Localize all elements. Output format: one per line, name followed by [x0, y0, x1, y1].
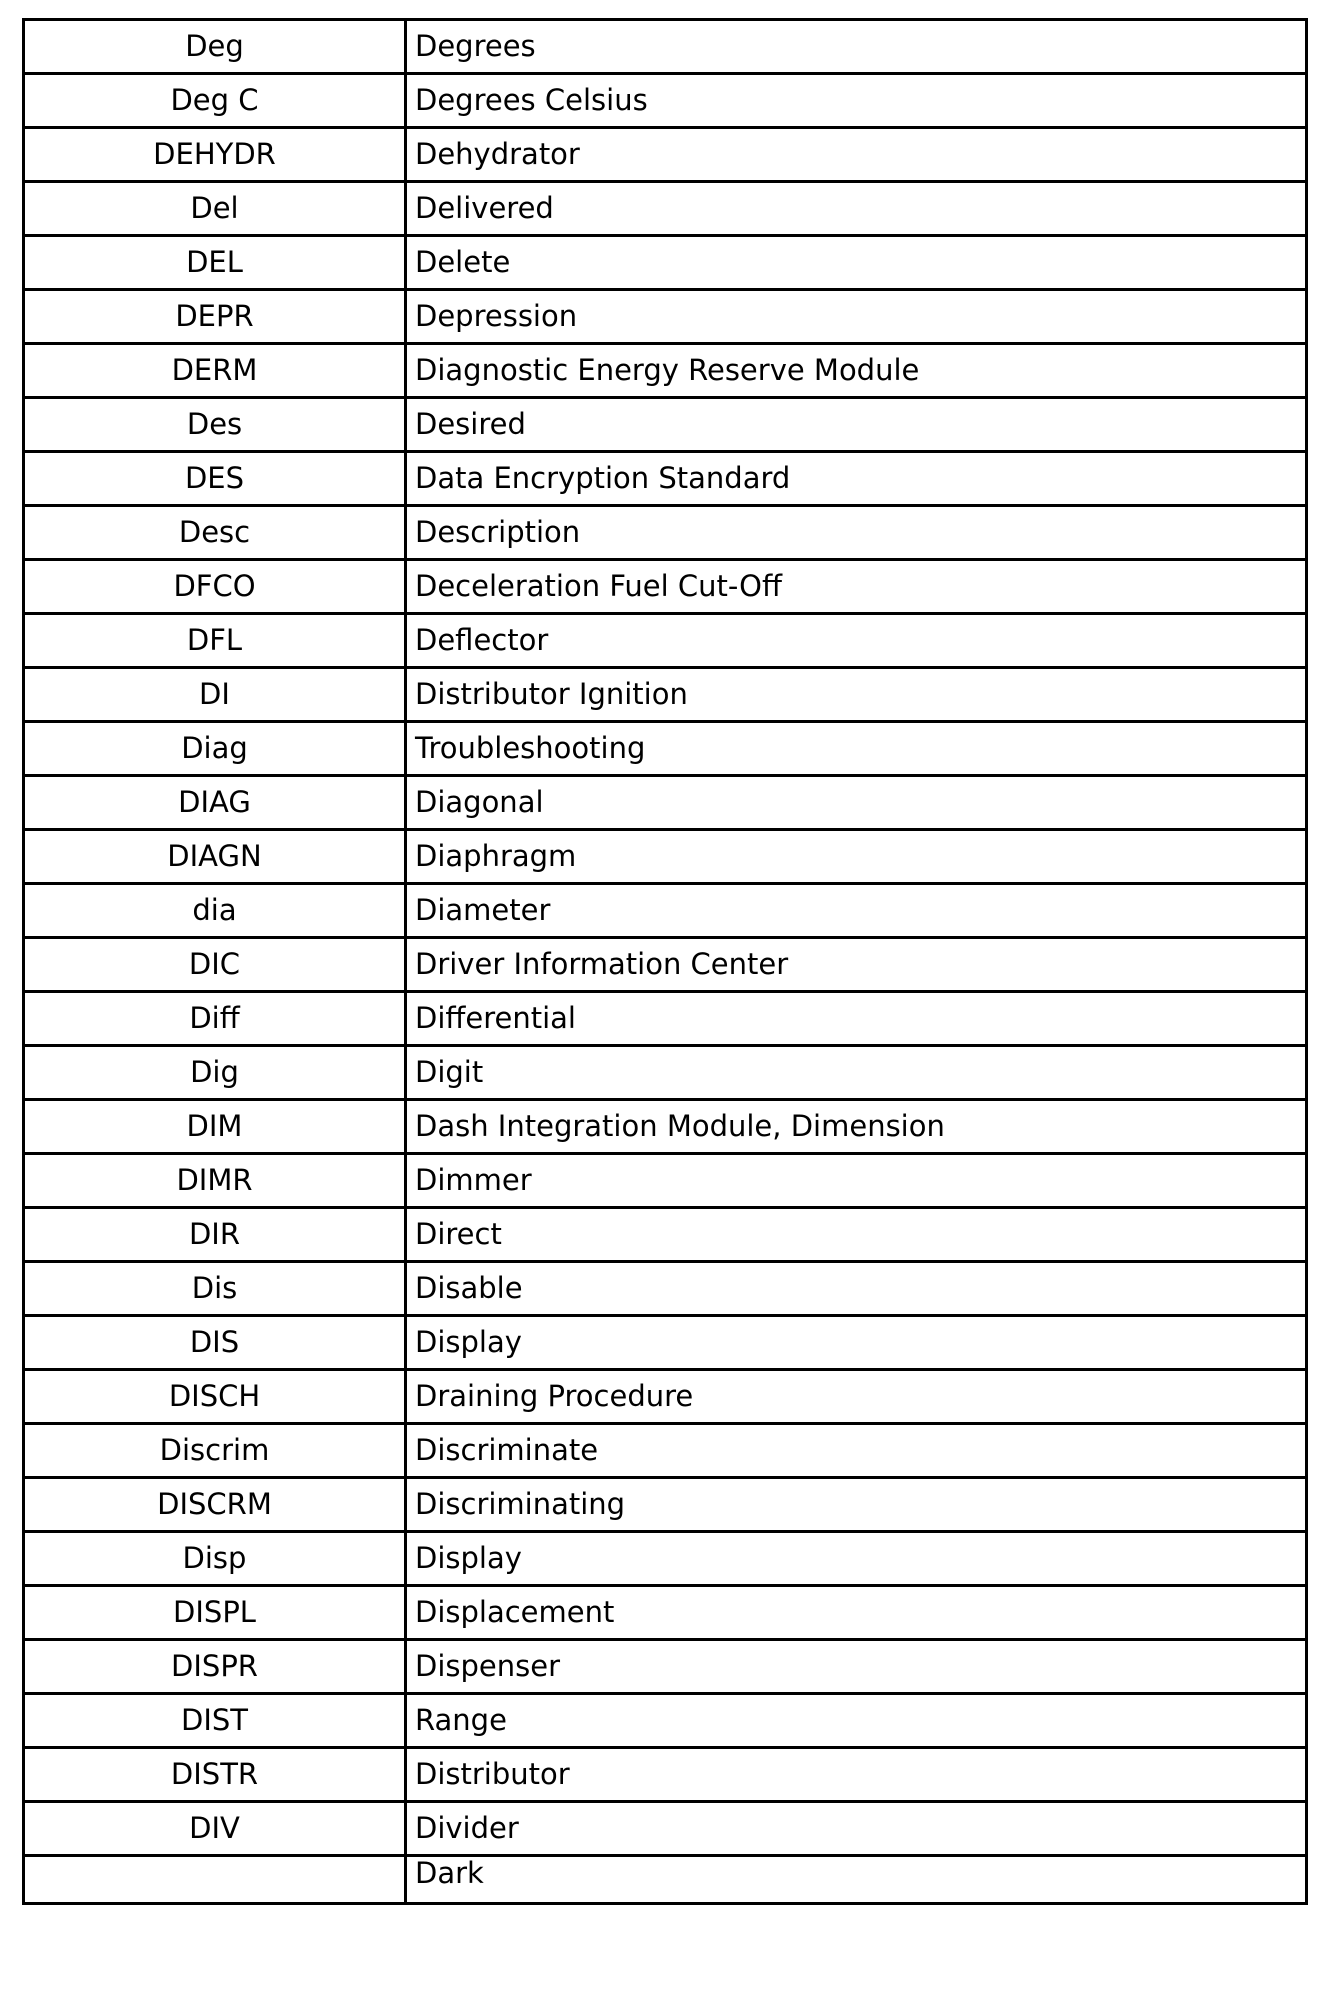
meaning-cell: Display — [406, 1316, 1307, 1370]
abbreviation-cell: Del — [24, 182, 406, 236]
meaning-cell: Displacement — [406, 1586, 1307, 1640]
abbreviation-cell: Des — [24, 398, 406, 452]
table-row — [24, 830, 1307, 884]
abbreviation-cell: Desc — [24, 506, 406, 560]
meaning-cell: Data Encryption Standard — [406, 452, 1307, 506]
abbreviation-cell: DIR — [24, 1208, 406, 1262]
meaning-cell: Display — [406, 1532, 1307, 1586]
table-row — [24, 560, 1307, 614]
table-row — [24, 344, 1307, 398]
meaning-cell: Draining Procedure — [406, 1370, 1307, 1424]
table-row — [24, 290, 1307, 344]
table-row — [24, 1208, 1307, 1262]
abbreviation-cell: DEL — [24, 236, 406, 290]
abbreviation-cell: DISCH — [24, 1370, 406, 1424]
meaning-cell: Dark — [406, 1856, 1307, 1904]
abbreviation-cell: DIC — [24, 938, 406, 992]
table-row — [24, 1478, 1307, 1532]
meaning-cell: Desired — [406, 398, 1307, 452]
table-row — [24, 1640, 1307, 1694]
abbreviation-table-body — [24, 20, 1307, 1904]
abbreviation-cell: Deg C — [24, 74, 406, 128]
table-row — [24, 1424, 1307, 1478]
meaning-cell: Deceleration Fuel Cut-Off — [406, 560, 1307, 614]
abbreviation-cell: DI — [24, 668, 406, 722]
abbreviation-cell: Diff — [24, 992, 406, 1046]
table-row — [24, 1748, 1307, 1802]
table-row — [24, 1586, 1307, 1640]
table-row — [24, 722, 1307, 776]
meaning-cell: Dehydrator — [406, 128, 1307, 182]
meaning-cell: Distributor Ignition — [406, 668, 1307, 722]
table-row — [24, 1100, 1307, 1154]
abbreviation-table — [22, 18, 1308, 1905]
abbreviation-cell: Deg — [24, 20, 406, 74]
meaning-cell: Divider — [406, 1802, 1307, 1856]
abbreviation-cell: DERM — [24, 344, 406, 398]
meaning-cell: Range — [406, 1694, 1307, 1748]
meaning-cell: Discriminate — [406, 1424, 1307, 1478]
table-row — [24, 20, 1307, 74]
abbreviation-cell: Diag — [24, 722, 406, 776]
abbreviation-cell: Dis — [24, 1262, 406, 1316]
meaning-cell: Deflector — [406, 614, 1307, 668]
meaning-cell: Differential — [406, 992, 1307, 1046]
table-row — [24, 992, 1307, 1046]
meaning-cell: Troubleshooting — [406, 722, 1307, 776]
meaning-cell: Dimmer — [406, 1154, 1307, 1208]
table-row — [24, 1154, 1307, 1208]
table-row — [24, 668, 1307, 722]
table-row — [24, 1316, 1307, 1370]
table-row — [24, 398, 1307, 452]
abbreviation-cell: DISPL — [24, 1586, 406, 1640]
meaning-cell: Disable — [406, 1262, 1307, 1316]
abbreviation-cell: DIV — [24, 1802, 406, 1856]
abbreviation-cell: dia — [24, 884, 406, 938]
meaning-cell: Direct — [406, 1208, 1307, 1262]
meaning-cell: Dispenser — [406, 1640, 1307, 1694]
table-row — [24, 1856, 1307, 1904]
meaning-cell: Degrees Celsius — [406, 74, 1307, 128]
abbreviation-cell: DIMR — [24, 1154, 406, 1208]
meaning-cell: Distributor — [406, 1748, 1307, 1802]
table-row — [24, 1694, 1307, 1748]
abbreviation-cell: DIAGN — [24, 830, 406, 884]
table-row — [24, 1370, 1307, 1424]
table-row — [24, 614, 1307, 668]
table-row — [24, 884, 1307, 938]
meaning-cell: Delete — [406, 236, 1307, 290]
abbreviation-cell — [24, 1856, 406, 1904]
table-row — [24, 128, 1307, 182]
abbreviation-cell: DIST — [24, 1694, 406, 1748]
meaning-cell: Diagonal — [406, 776, 1307, 830]
table-row — [24, 182, 1307, 236]
table-row — [24, 776, 1307, 830]
table-row — [24, 452, 1307, 506]
abbreviation-cell: Discrim — [24, 1424, 406, 1478]
table-row — [24, 74, 1307, 128]
meaning-cell: Diaphragm — [406, 830, 1307, 884]
meaning-cell: Depression — [406, 290, 1307, 344]
abbreviation-cell: DFCO — [24, 560, 406, 614]
meaning-cell: Dash Integration Module, Dimension — [406, 1100, 1307, 1154]
meaning-cell: Degrees — [406, 20, 1307, 74]
meaning-cell: Diameter — [406, 884, 1307, 938]
table-row — [24, 1802, 1307, 1856]
table-row — [24, 506, 1307, 560]
abbreviation-cell: DIS — [24, 1316, 406, 1370]
abbreviation-cell: DEPR — [24, 290, 406, 344]
abbreviation-cell: DES — [24, 452, 406, 506]
abbreviation-cell: DEHYDR — [24, 128, 406, 182]
meaning-cell: Discriminating — [406, 1478, 1307, 1532]
abbreviation-cell: Disp — [24, 1532, 406, 1586]
table-row — [24, 1046, 1307, 1100]
meaning-cell: Diagnostic Energy Reserve Module — [406, 344, 1307, 398]
table-row — [24, 1532, 1307, 1586]
abbreviation-cell: DIAG — [24, 776, 406, 830]
table-row — [24, 236, 1307, 290]
abbreviation-cell: DIM — [24, 1100, 406, 1154]
abbreviation-cell: Dig — [24, 1046, 406, 1100]
meaning-cell: Digit — [406, 1046, 1307, 1100]
abbreviation-cell: DFL — [24, 614, 406, 668]
meaning-cell: Description — [406, 506, 1307, 560]
abbreviation-cell: DISTR — [24, 1748, 406, 1802]
meaning-cell: Delivered — [406, 182, 1307, 236]
abbreviation-cell: DISPR — [24, 1640, 406, 1694]
table-row — [24, 938, 1307, 992]
abbreviation-cell: DISCRM — [24, 1478, 406, 1532]
table-row — [24, 1262, 1307, 1316]
meaning-cell: Driver Information Center — [406, 938, 1307, 992]
